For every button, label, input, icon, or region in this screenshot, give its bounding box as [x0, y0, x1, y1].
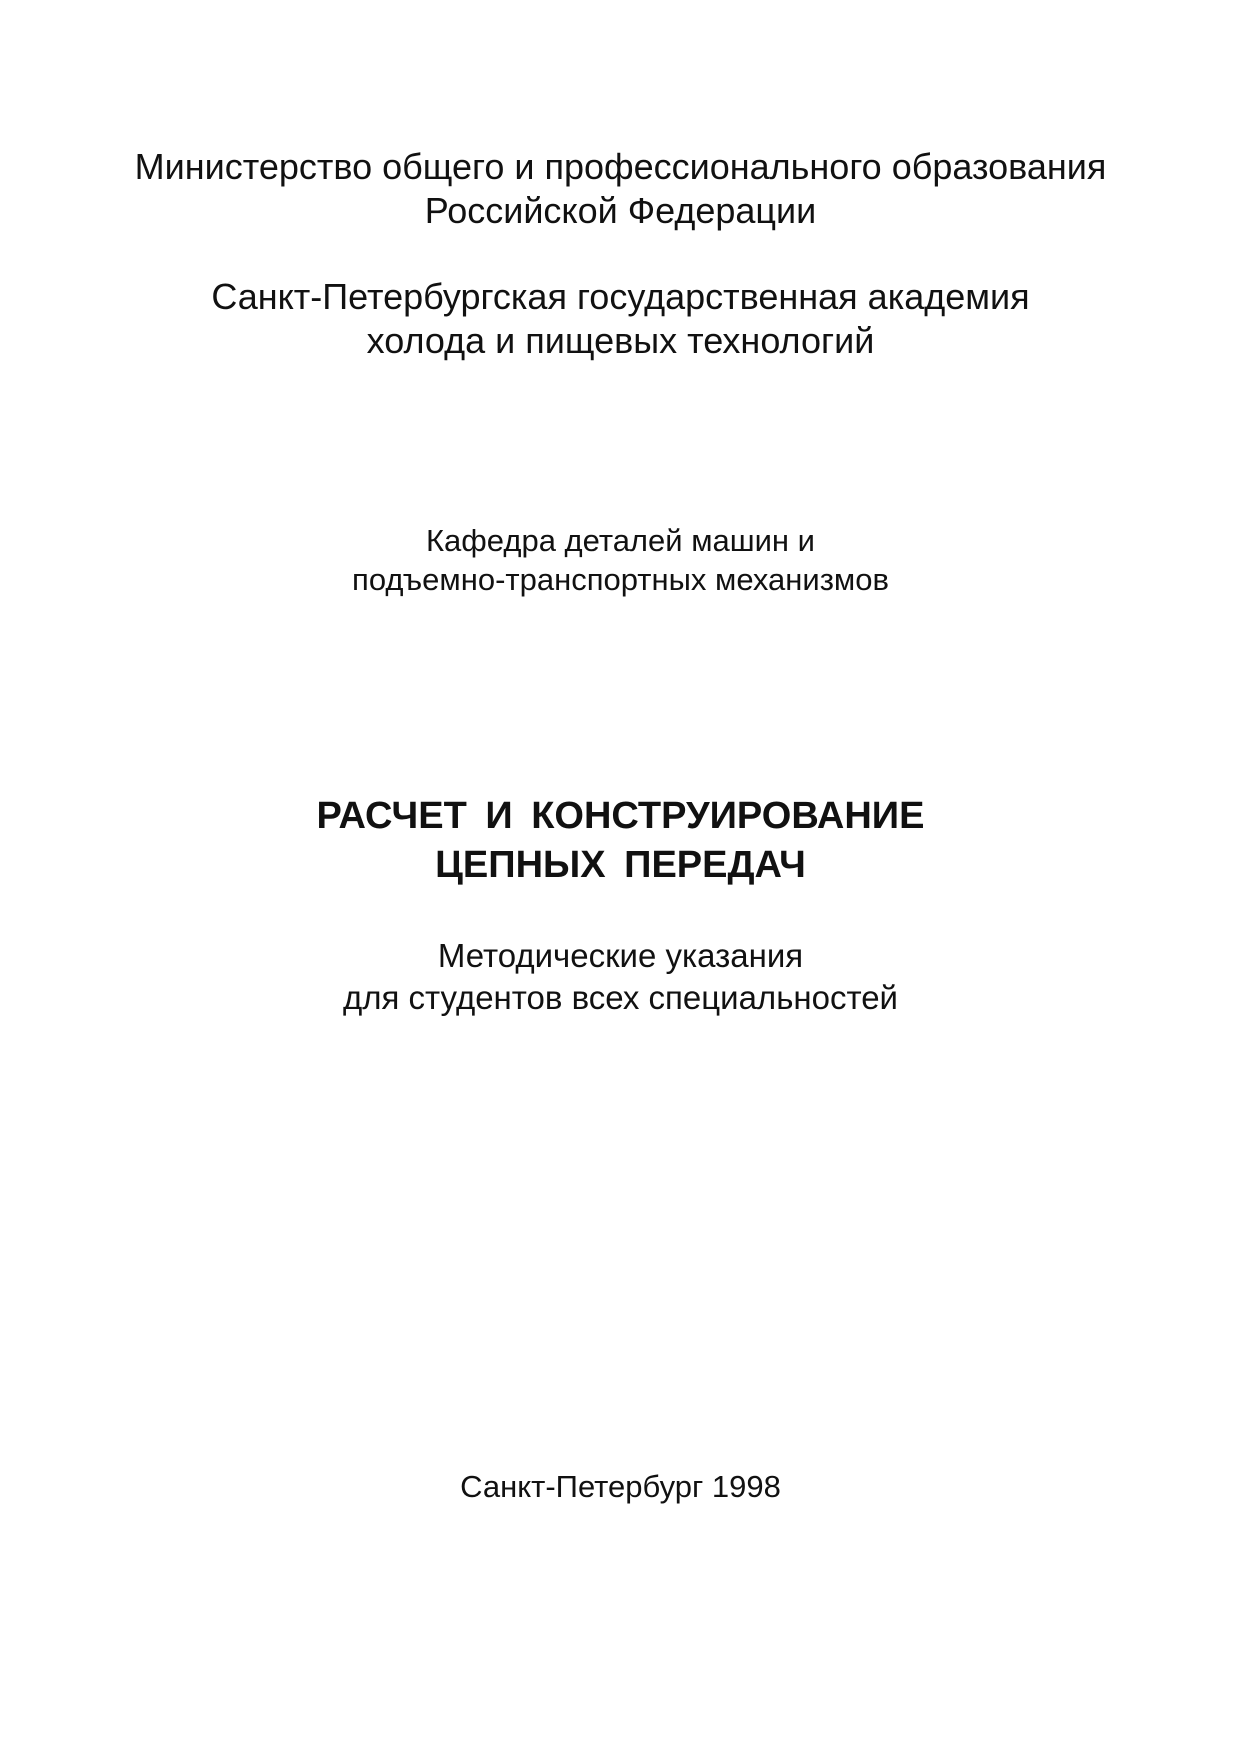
- department-line-2: подъемно-транспортных механизмов: [352, 562, 889, 597]
- place-year: Санкт-Петербург 1998: [460, 1469, 781, 1504]
- subtitle-line-1: Методические указания: [437, 937, 804, 974]
- document-title-line-1: РАСЧЕТ И КОНСТРУИРОВАНИЕ: [316, 795, 925, 837]
- department-line-1: Кафедра деталей машин и: [426, 523, 815, 558]
- ministry-line-1: Министерство общего и профессионального образования: [134, 146, 1107, 187]
- document-title-line-2: ЦЕПНЫХ ПЕРЕДАЧ: [435, 844, 806, 886]
- academy-line-2: холода и пищевых технологий: [366, 320, 875, 361]
- subtitle-line-2: для студентов всех специальностей: [343, 979, 898, 1016]
- academy-line-1: Санкт-Петербургская государственная академия: [211, 276, 1030, 317]
- ministry-line-2: Российской Федерации: [424, 190, 817, 231]
